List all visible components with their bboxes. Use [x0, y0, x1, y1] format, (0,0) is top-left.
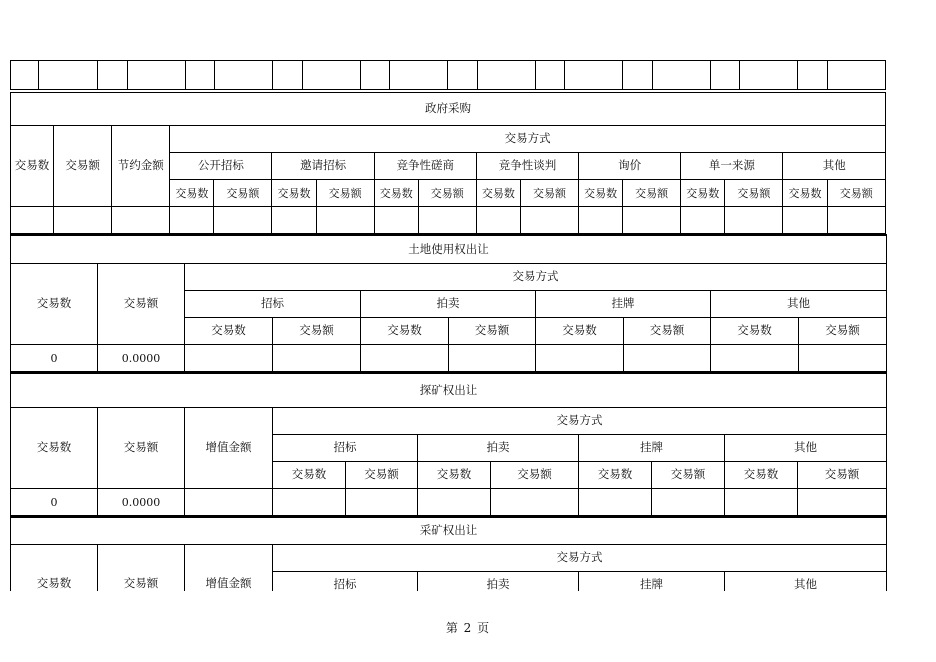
- data-cell[interactable]: [185, 345, 273, 372]
- empty-cell[interactable]: [98, 61, 127, 90]
- data-cell[interactable]: [652, 489, 725, 516]
- sub-header-amount: 交易额: [623, 180, 681, 207]
- sub-header-count: 交易数: [579, 462, 652, 489]
- data-cell[interactable]: [361, 345, 449, 372]
- data-cell[interactable]: [799, 345, 887, 372]
- method-header: 挂牌: [579, 435, 725, 462]
- sub-header-amount: 交易额: [273, 318, 361, 345]
- data-cell[interactable]: [346, 489, 418, 516]
- col-header-trade-count: 交易数: [11, 408, 98, 489]
- sub-header-count: 交易数: [418, 462, 491, 489]
- empty-cell[interactable]: [477, 61, 535, 90]
- section-title: 采矿权出让: [11, 517, 887, 545]
- data-cell[interactable]: [783, 207, 827, 234]
- gov-procurement-table: [10, 92, 886, 234]
- land-rights-table: [10, 234, 887, 372]
- sub-header-count: 交易数: [783, 180, 827, 207]
- data-cell[interactable]: [623, 207, 681, 234]
- method-header: 挂牌: [536, 291, 711, 318]
- data-cell[interactable]: [681, 207, 725, 234]
- sub-header-amount: 交易额: [725, 180, 783, 207]
- data-cell[interactable]: [520, 207, 578, 234]
- sub-header-amount: 交易额: [418, 180, 476, 207]
- data-cell[interactable]: [185, 489, 273, 516]
- data-cell[interactable]: [579, 489, 652, 516]
- sub-header-count: 交易数: [476, 180, 520, 207]
- empty-cell[interactable]: [127, 61, 185, 90]
- sub-header-count: 交易数: [185, 318, 273, 345]
- empty-cell[interactable]: [273, 61, 302, 90]
- method-header: 拍卖: [418, 572, 579, 592]
- data-cell[interactable]: [54, 207, 112, 234]
- col-header-savings: 节约金额: [112, 126, 170, 207]
- method-header: 招标: [185, 291, 361, 318]
- trade-mode-header: 交易方式: [273, 545, 887, 572]
- empty-cell[interactable]: [565, 61, 623, 90]
- data-cell[interactable]: [170, 207, 214, 234]
- empty-cell[interactable]: [448, 61, 477, 90]
- data-cell[interactable]: [711, 345, 799, 372]
- section-title: 政府采购: [11, 93, 886, 126]
- data-cell[interactable]: [725, 207, 783, 234]
- empty-cell[interactable]: [623, 61, 652, 90]
- empty-cell[interactable]: [11, 61, 39, 90]
- method-header: 拍卖: [418, 435, 579, 462]
- exploration-rights-table: [10, 372, 887, 516]
- data-cell[interactable]: [112, 207, 170, 234]
- sub-header-count: 交易数: [361, 318, 449, 345]
- sub-header-count: 交易数: [273, 462, 346, 489]
- empty-cell[interactable]: [827, 61, 885, 90]
- method-header: 邀请招标: [272, 153, 374, 180]
- trade-mode-header: 交易方式: [185, 264, 887, 291]
- method-header: 询价: [579, 153, 681, 180]
- sub-header-count: 交易数: [272, 180, 316, 207]
- sub-header-amount: 交易额: [652, 462, 725, 489]
- method-header: 竞争性谈判: [476, 153, 578, 180]
- col-header-added-value: 增值金额: [185, 408, 273, 489]
- sub-header-amount: 交易额: [624, 318, 711, 345]
- col-header-trade-count: 交易数: [11, 126, 54, 207]
- method-header: 挂牌: [579, 572, 725, 592]
- value-trade-count[interactable]: 0: [11, 345, 98, 372]
- value-trade-count[interactable]: 0: [11, 489, 98, 516]
- col-header-trade-count: 交易数: [11, 264, 98, 345]
- sub-header-count: 交易数: [681, 180, 725, 207]
- sub-header-amount: 交易额: [346, 462, 418, 489]
- empty-cell[interactable]: [39, 61, 98, 90]
- trade-mode-header: 交易方式: [273, 408, 887, 435]
- method-header: 招标: [273, 572, 418, 592]
- empty-cell[interactable]: [798, 61, 827, 90]
- value-trade-amount[interactable]: 0.0000: [98, 489, 185, 516]
- sub-header-amount: 交易额: [799, 318, 887, 345]
- spreadsheet-page: [10, 60, 886, 591]
- empty-cell[interactable]: [215, 61, 273, 90]
- sub-header-count: 交易数: [725, 462, 798, 489]
- method-header: 其他: [783, 153, 886, 180]
- sub-header-amount: 交易额: [827, 180, 886, 207]
- empty-cell[interactable]: [390, 61, 448, 90]
- page-number: 第 2 页: [445, 621, 491, 635]
- sub-header-count: 交易数: [170, 180, 214, 207]
- sub-header-count: 交易数: [711, 318, 799, 345]
- empty-cell[interactable]: [185, 61, 214, 90]
- method-header: 其他: [725, 435, 887, 462]
- data-cell[interactable]: [11, 207, 54, 234]
- top-empty-row: [10, 60, 886, 90]
- empty-cell[interactable]: [302, 61, 360, 90]
- method-header: 竞争性磋商: [374, 153, 476, 180]
- sub-header-amount: 交易额: [214, 180, 272, 207]
- data-cell[interactable]: [273, 489, 346, 516]
- empty-cell[interactable]: [535, 61, 564, 90]
- method-header: 单一来源: [681, 153, 783, 180]
- section-title: 土地使用权出让: [11, 235, 887, 264]
- empty-cell[interactable]: [740, 61, 798, 90]
- col-header-trade-amount: 交易额: [98, 408, 185, 489]
- data-cell[interactable]: [418, 489, 491, 516]
- sub-header-count: 交易数: [374, 180, 418, 207]
- sub-header-count: 交易数: [536, 318, 624, 345]
- sub-header-amount: 交易额: [520, 180, 578, 207]
- method-header: 其他: [711, 291, 887, 318]
- trade-mode-header: 交易方式: [170, 126, 886, 153]
- method-header: 招标: [273, 435, 418, 462]
- section-title: 探矿权出让: [11, 373, 887, 408]
- sub-header-amount: 交易额: [316, 180, 374, 207]
- method-header: 拍卖: [361, 291, 536, 318]
- empty-cell[interactable]: [360, 61, 389, 90]
- empty-cell[interactable]: [652, 61, 710, 90]
- data-cell[interactable]: [579, 207, 623, 234]
- method-header: 其他: [725, 572, 887, 592]
- data-cell[interactable]: [272, 207, 316, 234]
- data-cell[interactable]: [214, 207, 272, 234]
- data-cell[interactable]: [374, 207, 418, 234]
- data-cell[interactable]: [316, 207, 374, 234]
- data-cell[interactable]: [273, 345, 361, 372]
- data-cell[interactable]: [798, 489, 887, 516]
- mining-rights-table: [10, 516, 887, 591]
- data-cell[interactable]: [624, 345, 711, 372]
- data-cell[interactable]: [418, 207, 476, 234]
- sub-header-count: 交易数: [579, 180, 623, 207]
- col-header-trade-amount: 交易额: [98, 264, 185, 345]
- sub-header-amount: 交易额: [491, 462, 579, 489]
- sub-header-amount: 交易额: [798, 462, 887, 489]
- data-cell[interactable]: [476, 207, 520, 234]
- data-cell[interactable]: [491, 489, 579, 516]
- data-cell[interactable]: [827, 207, 886, 234]
- data-cell[interactable]: [536, 345, 624, 372]
- col-header-trade-amount: 交易额: [98, 545, 185, 592]
- method-header: 公开招标: [170, 153, 272, 180]
- col-header-added-value: 增值金额: [185, 545, 273, 592]
- data-cell[interactable]: [725, 489, 798, 516]
- empty-cell[interactable]: [710, 61, 739, 90]
- value-trade-amount[interactable]: 0.0000: [98, 345, 185, 372]
- sub-header-amount: 交易额: [449, 318, 536, 345]
- data-cell[interactable]: [449, 345, 536, 372]
- col-header-trade-count: 交易数: [11, 545, 98, 592]
- col-header-trade-amount: 交易额: [54, 126, 112, 207]
